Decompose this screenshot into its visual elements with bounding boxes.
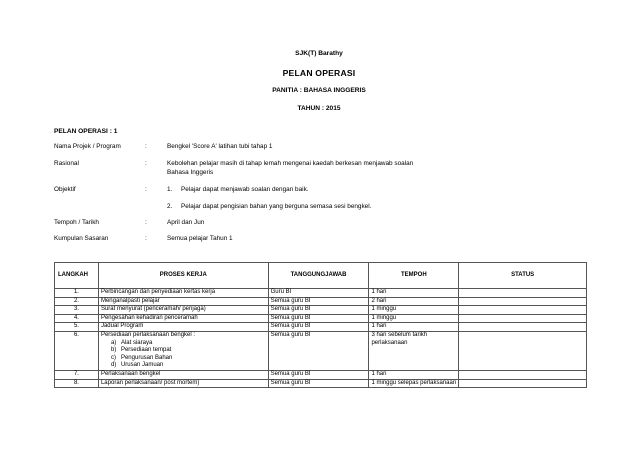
school-name: SJK(T) Barathy (295, 50, 343, 57)
objektif-text: Pelajar dapat menjawab soalan dengan baik. (181, 186, 309, 193)
table-row (55, 306, 587, 315)
cell-tanggungjawab: Semua guru BI (268, 306, 369, 315)
cell-status (459, 306, 587, 315)
table-row (55, 379, 587, 388)
sub-text: Alat siaraya (120, 339, 153, 346)
cell-status (459, 297, 587, 306)
cell-langkah: 5. (55, 323, 99, 332)
objektif-number: 1. (167, 186, 173, 193)
info-value: Bengkel 'Score A' latihan tubi tahap 1 (167, 143, 273, 150)
cell-status (459, 314, 587, 323)
cell-tanggungjawab: Semua guru BI (268, 314, 369, 323)
sub-text: Urusan Jamuan (120, 362, 164, 369)
cell-tanggungjawab: Semua guru BI (268, 370, 369, 379)
table-row (55, 289, 587, 298)
sub-letter: a) (110, 339, 117, 346)
cell-status (459, 370, 587, 379)
info-key: Kumpulan Sasaran (54, 235, 109, 242)
process-table (54, 262, 587, 388)
table-row (55, 314, 587, 323)
info-colon: : (145, 235, 147, 242)
info-value: April dan Jun (167, 219, 205, 226)
cell-status (459, 331, 587, 370)
info-colon: : (145, 186, 147, 193)
objektif-item-2 (167, 203, 371, 210)
sub-letter: b) (110, 347, 117, 354)
cell-tanggungjawab: Semua guru BI (268, 379, 369, 388)
info-key: Nama Projek / Program (54, 143, 121, 150)
header-tempoh: TEMPOH (369, 263, 459, 289)
cell-proses (98, 331, 268, 370)
list-item (111, 347, 266, 355)
cell-proses: Surat menyurat (penceramah/ penjaga) (98, 306, 268, 315)
cell-tanggungjawab: Semua guru BI (268, 323, 369, 332)
cell-proses: Jadual Program (98, 323, 268, 332)
info-key: Objektif (54, 186, 76, 193)
list-item (111, 362, 266, 370)
list-item (111, 355, 266, 363)
cell-status (459, 323, 587, 332)
persediaan-sub-list (101, 340, 266, 370)
cell-tempoh: 1 hari (369, 289, 459, 298)
cell-tanggungjawab: Guru BI (268, 289, 369, 298)
info-key: Tempoh / Tarikh (54, 219, 99, 226)
cell-status (459, 379, 587, 388)
sub-letter: c) (110, 354, 116, 361)
sub-text: Pengurusan Bahan (120, 354, 173, 361)
list-item (111, 340, 266, 348)
cell-tempoh: 3 hari sebelum tarikh perlaksanaan (369, 331, 459, 370)
header-status: STATUS (459, 263, 587, 289)
info-value: Kebolehan pelajar masih di tahap lemah mengenai kaedah berkesan menjawab soalan Bahasa Inggeris (167, 160, 414, 176)
cell-tanggungjawab: Semua guru BI (268, 297, 369, 306)
cell-tempoh: 2 hari (369, 297, 459, 306)
cell-langkah: 1. (55, 289, 99, 298)
info-colon: : (145, 143, 147, 150)
header-tanggungjawab: TANGGUNGJAWAB (268, 263, 369, 289)
cell-langkah: 7. (55, 370, 99, 379)
table-row (55, 323, 587, 332)
cell-tanggungjawab: Semua guru BI (268, 331, 369, 370)
cell-status (459, 289, 587, 298)
table-row (55, 297, 587, 306)
info-colon: : (145, 219, 147, 226)
info-colon: : (145, 160, 147, 167)
cell-langkah: 4. (55, 314, 99, 323)
cell-langkah: 6. (55, 331, 99, 370)
table-header-row (55, 263, 587, 289)
document-title: PELAN OPERASI (282, 68, 356, 78)
objektif-text: Pelajar dapat pengisian bahan yang berguna semasa sesi bengkel. (181, 203, 372, 210)
cell-proses: Perbincangan dan penyediaan kertas kerja (98, 289, 268, 298)
objektif-item-1 (167, 186, 309, 193)
sub-letter: d) (110, 362, 117, 369)
cell-tempoh: 1 hari (369, 370, 459, 379)
cell-proses: Menganalpasti pelajar (98, 297, 268, 306)
cell-tempoh: 1 minggu selepas perlaksanaan (369, 379, 459, 388)
sub-text: Persediaan tempat (120, 347, 172, 354)
cell-tempoh: 1 minggu (369, 314, 459, 323)
tahun-line: TAHUN : 2015 (297, 105, 341, 112)
header-langkah: LANGKAH (55, 263, 99, 289)
panitia-line: PANITIA : BAHASA INGGERIS (272, 87, 366, 94)
table-row (55, 370, 587, 379)
cell-tempoh: 1 minggu (369, 306, 459, 315)
objektif-number: 2. (167, 203, 173, 210)
table-row (55, 331, 587, 370)
cell-proses: Perlaksanaan bengkel (98, 370, 268, 379)
info-value: Semua pelajar Tahun 1 (167, 235, 233, 242)
cell-langkah: 8. (55, 379, 99, 388)
cell-tempoh: 1 hari (369, 323, 459, 332)
cell-langkah: 2. (55, 297, 99, 306)
info-key: Rasional (54, 160, 79, 167)
cell-proses: Laporan perlaksanaan/ post mortem) (98, 379, 268, 388)
header-proses-kerja: PROSES KERJA (98, 263, 268, 289)
cell-proses: Pengesahan kehadiran penceramah (98, 314, 268, 323)
cell-langkah: 3. (55, 306, 99, 315)
proses-text: Persediaan perlaksanaan bengkel : (100, 331, 196, 338)
section-label: PELAN OPERASI : 1 (54, 128, 118, 135)
